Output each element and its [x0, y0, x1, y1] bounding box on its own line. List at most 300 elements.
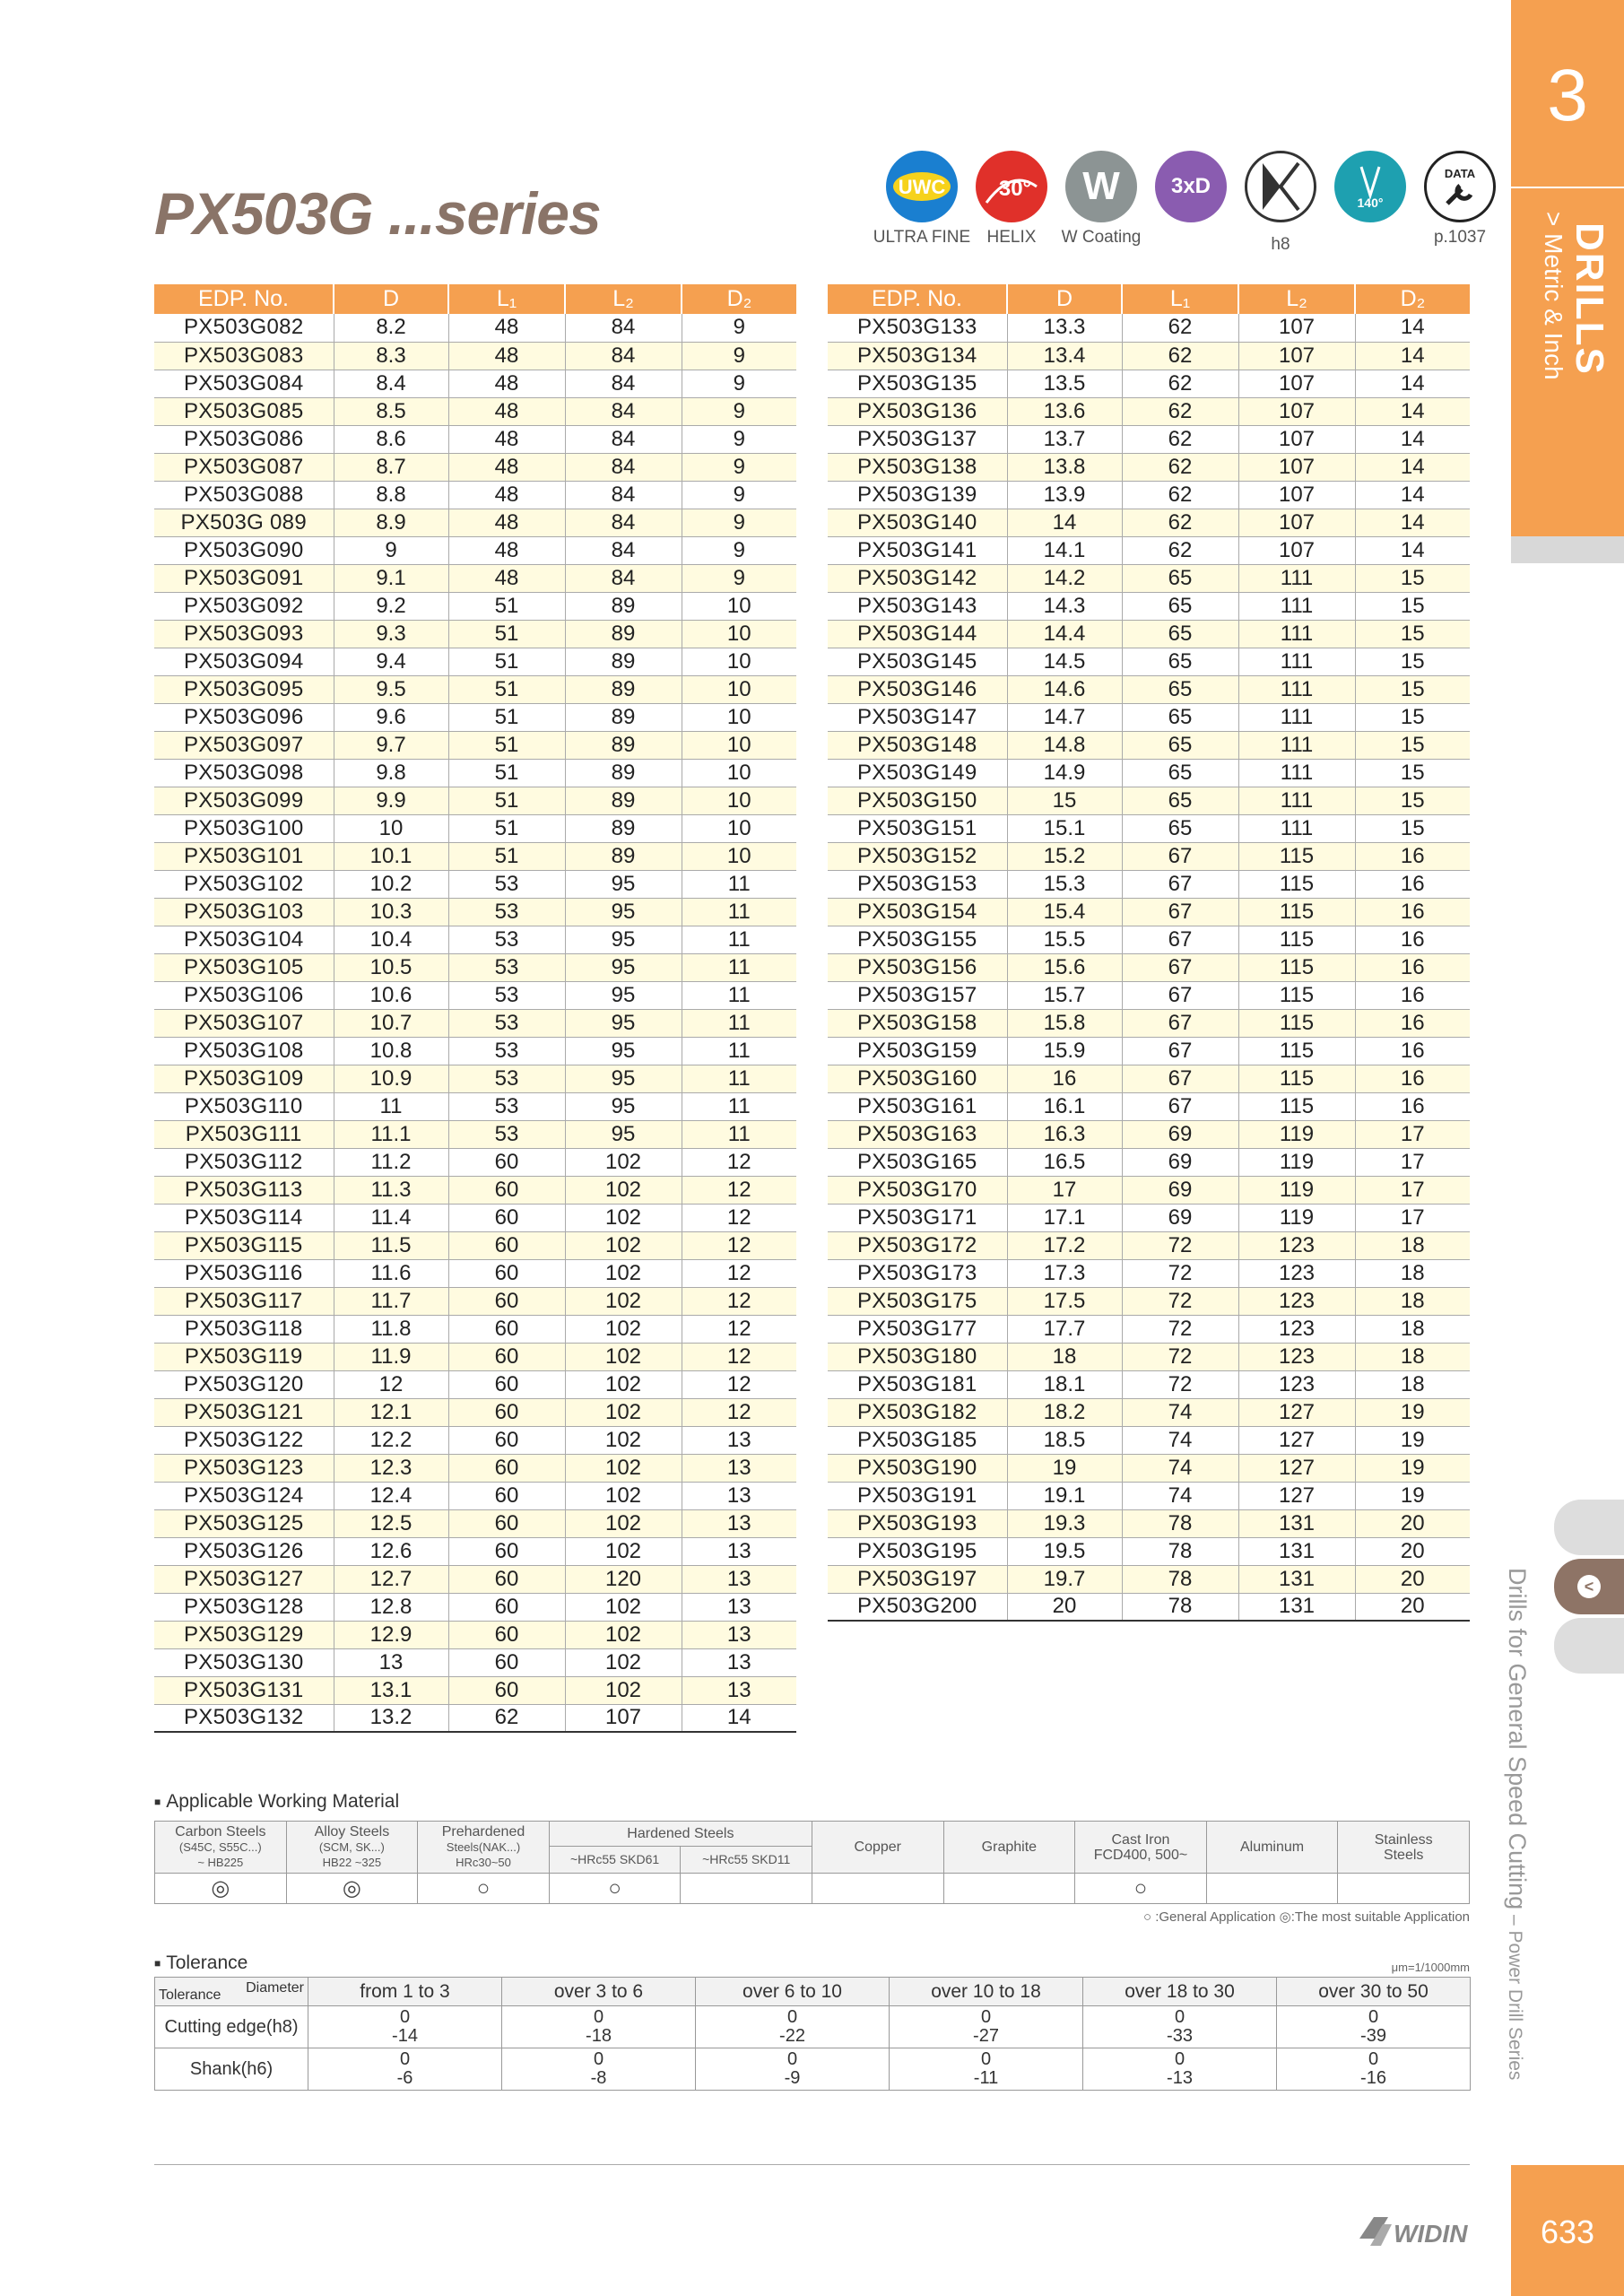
edp-no-cell: PX503G084 — [154, 370, 334, 397]
length-l2-cell: 111 — [1238, 675, 1355, 703]
h8-tolerance-icon — [1229, 151, 1333, 255]
table-row — [154, 1148, 796, 1176]
table-row — [154, 1120, 796, 1148]
table-row — [828, 370, 1470, 397]
length-l1-cell: 74 — [1122, 1426, 1238, 1454]
length-l2-cell: 102 — [565, 1204, 682, 1231]
edp-no-cell: PX503G114 — [154, 1204, 334, 1231]
diameter-cell: 14.8 — [1007, 731, 1122, 759]
shank-d2-cell: 11 — [682, 1065, 796, 1092]
table-row — [154, 397, 796, 425]
length-l1-cell: 74 — [1122, 1482, 1238, 1509]
shank-d2-cell: 9 — [682, 564, 796, 592]
length-l2-cell: 111 — [1238, 592, 1355, 620]
shank-d2-cell: 13 — [682, 1454, 796, 1482]
length-l2-cell: 84 — [565, 342, 682, 370]
symbol-cell — [1338, 1874, 1470, 1904]
length-l1-cell: 60 — [448, 1426, 565, 1454]
diameter-cell: 19.5 — [1007, 1537, 1122, 1565]
length-l2-cell: 123 — [1238, 1343, 1355, 1370]
edp-no-cell: PX503G116 — [154, 1259, 334, 1287]
table-row — [828, 898, 1470, 926]
length-l2-cell: 89 — [565, 648, 682, 675]
widin-logo — [1356, 2212, 1472, 2251]
shank-d2-cell: 16 — [1355, 1065, 1470, 1092]
shank-d2-cell: 10 — [682, 703, 796, 731]
col-d: D — [1007, 284, 1122, 314]
length-l1-cell: 53 — [448, 953, 565, 981]
length-l1-cell: 65 — [1122, 759, 1238, 787]
edp-no-cell: PX503G124 — [154, 1482, 334, 1509]
symbol-cell — [812, 1874, 943, 1904]
table-row — [828, 1537, 1470, 1565]
diameter-cell: 14.2 — [1007, 564, 1122, 592]
table-row — [154, 1343, 796, 1370]
table-row — [154, 1065, 796, 1092]
3xd-badge: 3xD — [1155, 151, 1227, 222]
shank-d2-cell: 12 — [682, 1204, 796, 1231]
edp-no-cell: PX503G156 — [828, 953, 1007, 981]
hardened-skd61-cell: ~HRc55 SKD61 — [549, 1847, 681, 1874]
length-l1-cell: 62 — [1122, 481, 1238, 509]
shank-d2-cell: 15 — [1355, 787, 1470, 814]
length-l1-cell: 62 — [1122, 536, 1238, 564]
diameter-cell: 10.9 — [334, 1065, 448, 1092]
table-row — [828, 592, 1470, 620]
symbol-cell — [681, 1874, 812, 1904]
diameter-cell: 15.3 — [1007, 870, 1122, 898]
feature-icons — [870, 151, 1487, 258]
shank-d2-cell: 9 — [682, 453, 796, 481]
shank-d2-cell: 17 — [1355, 1204, 1470, 1231]
table-row — [828, 509, 1470, 536]
length-l1-cell: 72 — [1122, 1231, 1238, 1259]
table-row — [154, 675, 796, 703]
diameter-cell: 15 — [1007, 787, 1122, 814]
aluminum-cell: Aluminum — [1206, 1822, 1338, 1874]
length-l2-cell: 115 — [1238, 1037, 1355, 1065]
table-row — [828, 1509, 1470, 1537]
diameter-cell: 8.9 — [334, 509, 448, 536]
section-tab-prev[interactable] — [1554, 1500, 1624, 1555]
shank-d2-cell: 11 — [682, 1092, 796, 1120]
tolerance-value: 0 -13 — [1083, 2048, 1277, 2091]
shank-d2-cell: 13 — [682, 1482, 796, 1509]
length-l2-cell: 95 — [565, 1120, 682, 1148]
length-l1-cell: 65 — [1122, 703, 1238, 731]
edp-no-cell: PX503G131 — [154, 1676, 334, 1704]
table-row — [154, 1370, 796, 1398]
section-tab-next[interactable] — [1554, 1618, 1624, 1674]
length-l2-cell: 102 — [565, 1315, 682, 1343]
helix-30-icon — [960, 151, 1064, 248]
shank-d2-cell: 15 — [1355, 731, 1470, 759]
length-l2-cell: 89 — [565, 620, 682, 648]
edp-no-cell: PX503G150 — [828, 787, 1007, 814]
table-row — [154, 1426, 796, 1454]
shank-d2-cell: 9 — [682, 481, 796, 509]
col-l1: L₁ — [1122, 284, 1238, 314]
shank-d2-cell: 15 — [1355, 564, 1470, 592]
diameter-cell: 10.1 — [334, 842, 448, 870]
diameter-cell: 9.4 — [334, 648, 448, 675]
diameter-cell: 9 — [334, 536, 448, 564]
length-l2-cell: 102 — [565, 1537, 682, 1565]
table-row — [154, 1204, 796, 1231]
length-l2-cell: 115 — [1238, 1065, 1355, 1092]
diameter-cell: 17.3 — [1007, 1259, 1122, 1287]
diameter-cell: 8.6 — [334, 425, 448, 453]
diameter-cell: 10.6 — [334, 981, 448, 1009]
edp-no-cell: PX503G142 — [828, 564, 1007, 592]
length-l1-cell: 51 — [448, 731, 565, 759]
diameter-cell: 17.5 — [1007, 1287, 1122, 1315]
shank-d2-cell: 9 — [682, 425, 796, 453]
length-l2-cell: 120 — [565, 1565, 682, 1593]
table-row — [154, 1676, 796, 1704]
section-tab-active[interactable] — [1554, 1559, 1624, 1614]
length-l1-cell: 48 — [448, 481, 565, 509]
edp-no-cell: PX503G100 — [154, 814, 334, 842]
length-l2-cell: 84 — [565, 425, 682, 453]
edp-no-cell: PX503G 089 — [154, 509, 334, 536]
length-l1-cell: 53 — [448, 1065, 565, 1092]
edp-no-cell: PX503G097 — [154, 731, 334, 759]
shank-d2-cell: 12 — [682, 1148, 796, 1176]
diameter-cell: 15.4 — [1007, 898, 1122, 926]
tolerance-unit: μm=1/1000mm — [1391, 1961, 1470, 1974]
length-l2-cell: 89 — [565, 759, 682, 787]
length-l2-cell: 95 — [565, 953, 682, 981]
length-l2-cell: 111 — [1238, 564, 1355, 592]
uwc-caption: ULTRA FINE — [873, 228, 971, 247]
length-l2-cell: 95 — [565, 870, 682, 898]
table-row — [154, 1454, 796, 1482]
length-l2-cell: 123 — [1238, 1370, 1355, 1398]
shank-d2-cell: 20 — [1355, 1509, 1470, 1537]
length-l1-cell: 62 — [1122, 314, 1238, 342]
tolerance-corner: Diameter Tolerance — [155, 1978, 308, 2006]
diameter-cell: 10.5 — [334, 953, 448, 981]
length-l1-cell: 62 — [1122, 370, 1238, 397]
table-row — [828, 1315, 1470, 1343]
length-l1-cell: 65 — [1122, 564, 1238, 592]
diameter-cell: 8.5 — [334, 397, 448, 425]
length-l1-cell: 62 — [1122, 342, 1238, 370]
edp-no-cell: PX503G191 — [828, 1482, 1007, 1509]
edp-no-cell: PX503G146 — [828, 675, 1007, 703]
shank-d2-cell: 12 — [682, 1176, 796, 1204]
diameter-cell: 11.3 — [334, 1176, 448, 1204]
range-header: over 3 to 6 — [502, 1978, 696, 2006]
stainless-cell: Stainless Steels — [1338, 1822, 1470, 1874]
edp-no-cell: PX503G177 — [828, 1315, 1007, 1343]
table-row — [828, 1426, 1470, 1454]
edp-no-cell: PX503G180 — [828, 1343, 1007, 1370]
table-row — [828, 620, 1470, 648]
edp-no-cell: PX503G136 — [828, 397, 1007, 425]
length-l2-cell: 84 — [565, 453, 682, 481]
diameter-cell: 11.5 — [334, 1231, 448, 1259]
length-l2-cell: 111 — [1238, 759, 1355, 787]
range-header: over 30 to 50 — [1277, 1978, 1471, 2006]
length-l2-cell: 102 — [565, 1509, 682, 1537]
edp-no-cell: PX503G119 — [154, 1343, 334, 1370]
length-l1-cell: 53 — [448, 870, 565, 898]
table-row — [154, 1398, 796, 1426]
diameter-cell: 14.5 — [1007, 648, 1122, 675]
subcategory-text: > Metric & Inch — [1540, 212, 1568, 380]
table-row — [154, 759, 796, 787]
table-row — [828, 1204, 1470, 1231]
shank-d2-cell: 16 — [1355, 898, 1470, 926]
length-l2-cell: 119 — [1238, 1176, 1355, 1204]
diameter-cell: 18.2 — [1007, 1398, 1122, 1426]
length-l1-cell: 65 — [1122, 620, 1238, 648]
length-l2-cell: 127 — [1238, 1398, 1355, 1426]
edp-no-cell: PX503G113 — [154, 1176, 334, 1204]
length-l1-cell: 65 — [1122, 787, 1238, 814]
shank-d2-cell: 12 — [682, 1343, 796, 1370]
length-l1-cell: 60 — [448, 1482, 565, 1509]
length-l1-cell: 51 — [448, 814, 565, 842]
length-l2-cell: 111 — [1238, 787, 1355, 814]
table-row — [154, 1482, 796, 1509]
diameter-cell: 9.7 — [334, 731, 448, 759]
shank-d2-cell: 10 — [682, 759, 796, 787]
shank-d2-cell: 18 — [1355, 1231, 1470, 1259]
diameter-cell: 10.4 — [334, 926, 448, 953]
diameter-cell: 13.5 — [1007, 370, 1122, 397]
symbol-cell: ○ — [418, 1874, 550, 1904]
edp-no-cell: PX503G144 — [828, 620, 1007, 648]
table-row — [828, 870, 1470, 898]
length-l2-cell: 102 — [565, 1676, 682, 1704]
series-text: Drills for General Speed Cutting — [1504, 1568, 1531, 1910]
diameter-cell: 10.7 — [334, 1009, 448, 1037]
shank-d2-cell: 10 — [682, 731, 796, 759]
length-l2-cell: 89 — [565, 814, 682, 842]
length-l1-cell: 60 — [448, 1231, 565, 1259]
length-l2-cell: 102 — [565, 1370, 682, 1398]
table-row — [828, 1370, 1470, 1398]
edp-no-cell: PX503G197 — [828, 1565, 1007, 1593]
symbol-cell — [943, 1874, 1075, 1904]
table-row — [828, 981, 1470, 1009]
length-l1-cell: 60 — [448, 1621, 565, 1648]
shank-d2-cell: 18 — [1355, 1370, 1470, 1398]
symbol-cell — [1206, 1874, 1338, 1904]
length-l2-cell: 115 — [1238, 898, 1355, 926]
length-l2-cell: 131 — [1238, 1537, 1355, 1565]
diameter-cell: 11.6 — [334, 1259, 448, 1287]
edp-no-cell: PX503G134 — [828, 342, 1007, 370]
shank-d2-cell: 9 — [682, 509, 796, 536]
length-l1-cell: 51 — [448, 675, 565, 703]
length-l1-cell: 67 — [1122, 953, 1238, 981]
diameter-cell: 12 — [334, 1370, 448, 1398]
diameter-cell: 8.8 — [334, 481, 448, 509]
table-row — [154, 1315, 796, 1343]
shank-d2-cell: 14 — [1355, 481, 1470, 509]
tolerance-value: 0 -16 — [1277, 2048, 1471, 2091]
edp-no-cell: PX503G106 — [154, 981, 334, 1009]
edp-no-cell: PX503G159 — [828, 1037, 1007, 1065]
table-row — [828, 842, 1470, 870]
length-l2-cell: 84 — [565, 564, 682, 592]
shank-d2-cell: 9 — [682, 397, 796, 425]
diameter-cell: 18.5 — [1007, 1426, 1122, 1454]
table-row — [154, 953, 796, 981]
table-row — [154, 1231, 796, 1259]
table-row — [828, 425, 1470, 453]
length-l2-cell: 95 — [565, 1065, 682, 1092]
table-row — [828, 953, 1470, 981]
table-row — [154, 592, 796, 620]
diameter-cell: 9.2 — [334, 592, 448, 620]
shank-d2-cell: 10 — [682, 675, 796, 703]
shank-d2-cell: 18 — [1355, 1315, 1470, 1343]
shank-d2-cell: 15 — [1355, 675, 1470, 703]
length-l2-cell: 84 — [565, 481, 682, 509]
length-l2-cell: 107 — [1238, 314, 1355, 342]
length-l1-cell: 51 — [448, 648, 565, 675]
diameter-cell: 10.3 — [334, 898, 448, 926]
w-coating-caption: W Coating — [1061, 228, 1142, 247]
edp-no-cell: PX503G160 — [828, 1065, 1007, 1092]
table-row — [154, 926, 796, 953]
length-l2-cell: 115 — [1238, 842, 1355, 870]
logo-text: WIDIN — [1394, 2220, 1468, 2248]
table-row — [828, 703, 1470, 731]
edp-no-cell: PX503G137 — [828, 425, 1007, 453]
length-l2-cell: 107 — [1238, 397, 1355, 425]
length-l1-cell: 65 — [1122, 675, 1238, 703]
shank-d2-cell: 20 — [1355, 1537, 1470, 1565]
table-row — [154, 981, 796, 1009]
length-l2-cell: 84 — [565, 536, 682, 564]
table-row — [828, 536, 1470, 564]
angle-badge: 140° — [1357, 196, 1384, 210]
edp-no-cell: PX503G099 — [154, 787, 334, 814]
table-row — [154, 1009, 796, 1037]
shank-d2-cell: 15 — [1355, 814, 1470, 842]
diameter-cell: 13.2 — [334, 1704, 448, 1732]
edp-no-cell: PX503G170 — [828, 1176, 1007, 1204]
table-row — [828, 1565, 1470, 1593]
edp-no-cell: PX503G143 — [828, 592, 1007, 620]
table-row — [828, 1037, 1470, 1065]
alloy-steels-cell: Alloy Steels (SCM, SK...) HB22 ~325 — [286, 1822, 418, 1874]
diameter-cell: 17.7 — [1007, 1315, 1122, 1343]
edp-no-cell: PX503G133 — [828, 314, 1007, 342]
diameter-cell: 11.4 — [334, 1204, 448, 1231]
edp-no-cell: PX503G098 — [154, 759, 334, 787]
length-l1-cell: 65 — [1122, 731, 1238, 759]
length-l2-cell: 102 — [565, 1343, 682, 1370]
shank-d2-cell: 13 — [682, 1537, 796, 1565]
table-row — [828, 1398, 1470, 1426]
edp-no-cell: PX503G090 — [154, 536, 334, 564]
length-l1-cell: 69 — [1122, 1120, 1238, 1148]
diameter-cell: 12.4 — [334, 1482, 448, 1509]
diameter-cell: 15.1 — [1007, 814, 1122, 842]
length-l2-cell: 107 — [565, 1704, 682, 1732]
length-l1-cell: 48 — [448, 342, 565, 370]
length-l1-cell: 69 — [1122, 1204, 1238, 1231]
diameter-cell: 19.7 — [1007, 1565, 1122, 1593]
shank-d2-cell: 20 — [1355, 1593, 1470, 1621]
table-row — [154, 481, 796, 509]
length-l2-cell: 95 — [565, 1009, 682, 1037]
length-l1-cell: 74 — [1122, 1454, 1238, 1482]
diameter-cell: 19.1 — [1007, 1482, 1122, 1509]
length-l2-cell: 102 — [565, 1426, 682, 1454]
length-l1-cell: 60 — [448, 1370, 565, 1398]
helix-caption: HELIX — [986, 228, 1037, 247]
length-l1-cell: 60 — [448, 1565, 565, 1593]
length-l1-cell: 60 — [448, 1648, 565, 1676]
length-l1-cell: 60 — [448, 1176, 565, 1204]
length-l1-cell: 51 — [448, 787, 565, 814]
length-l1-cell: 65 — [1122, 814, 1238, 842]
edp-no-cell: PX503G091 — [154, 564, 334, 592]
length-l1-cell: 62 — [1122, 425, 1238, 453]
shank-d2-cell: 14 — [682, 1704, 796, 1732]
shank-d2-cell: 9 — [682, 314, 796, 342]
length-l2-cell: 131 — [1238, 1509, 1355, 1537]
table-row — [828, 1092, 1470, 1120]
edp-no-cell: PX503G161 — [828, 1092, 1007, 1120]
length-l2-cell: 115 — [1238, 1092, 1355, 1120]
data-page-ref[interactable]: p.1037 — [1433, 228, 1487, 247]
length-l2-cell: 95 — [565, 898, 682, 926]
length-l1-cell: 67 — [1122, 981, 1238, 1009]
tolerance-row-label: Cutting edge(h8) — [155, 2006, 308, 2048]
length-l1-cell: 72 — [1122, 1343, 1238, 1370]
shank-d2-cell: 12 — [682, 1287, 796, 1315]
length-l2-cell: 102 — [565, 1259, 682, 1287]
edp-no-cell: PX503G115 — [154, 1231, 334, 1259]
chevron-icon: < — [1577, 1575, 1601, 1598]
length-l2-cell: 107 — [1238, 453, 1355, 481]
table-row — [828, 481, 1470, 509]
diameter-cell: 17.1 — [1007, 1204, 1122, 1231]
edp-no-cell: PX503G125 — [154, 1509, 334, 1537]
shank-d2-cell: 15 — [1355, 759, 1470, 787]
table-row — [828, 397, 1470, 425]
edp-no-cell: PX503G085 — [154, 397, 334, 425]
diameter-cell: 16 — [1007, 1065, 1122, 1092]
tolerance-value: 0 -22 — [696, 2006, 890, 2048]
shank-d2-cell: 10 — [682, 648, 796, 675]
table-row — [154, 564, 796, 592]
length-l1-cell: 51 — [448, 759, 565, 787]
length-l2-cell: 102 — [565, 1482, 682, 1509]
tolerance-value: 0 -18 — [502, 2006, 696, 2048]
length-l1-cell: 53 — [448, 1037, 565, 1065]
col-d: D — [334, 284, 448, 314]
diameter-cell: 13.8 — [1007, 453, 1122, 481]
length-l1-cell: 78 — [1122, 1565, 1238, 1593]
length-l1-cell: 48 — [448, 314, 565, 342]
table-row — [154, 1287, 796, 1315]
shank-d2-cell: 19 — [1355, 1398, 1470, 1426]
table-row — [154, 731, 796, 759]
shank-d2-cell: 11 — [682, 1009, 796, 1037]
shank-d2-cell: 11 — [682, 953, 796, 981]
edp-no-cell: PX503G153 — [828, 870, 1007, 898]
